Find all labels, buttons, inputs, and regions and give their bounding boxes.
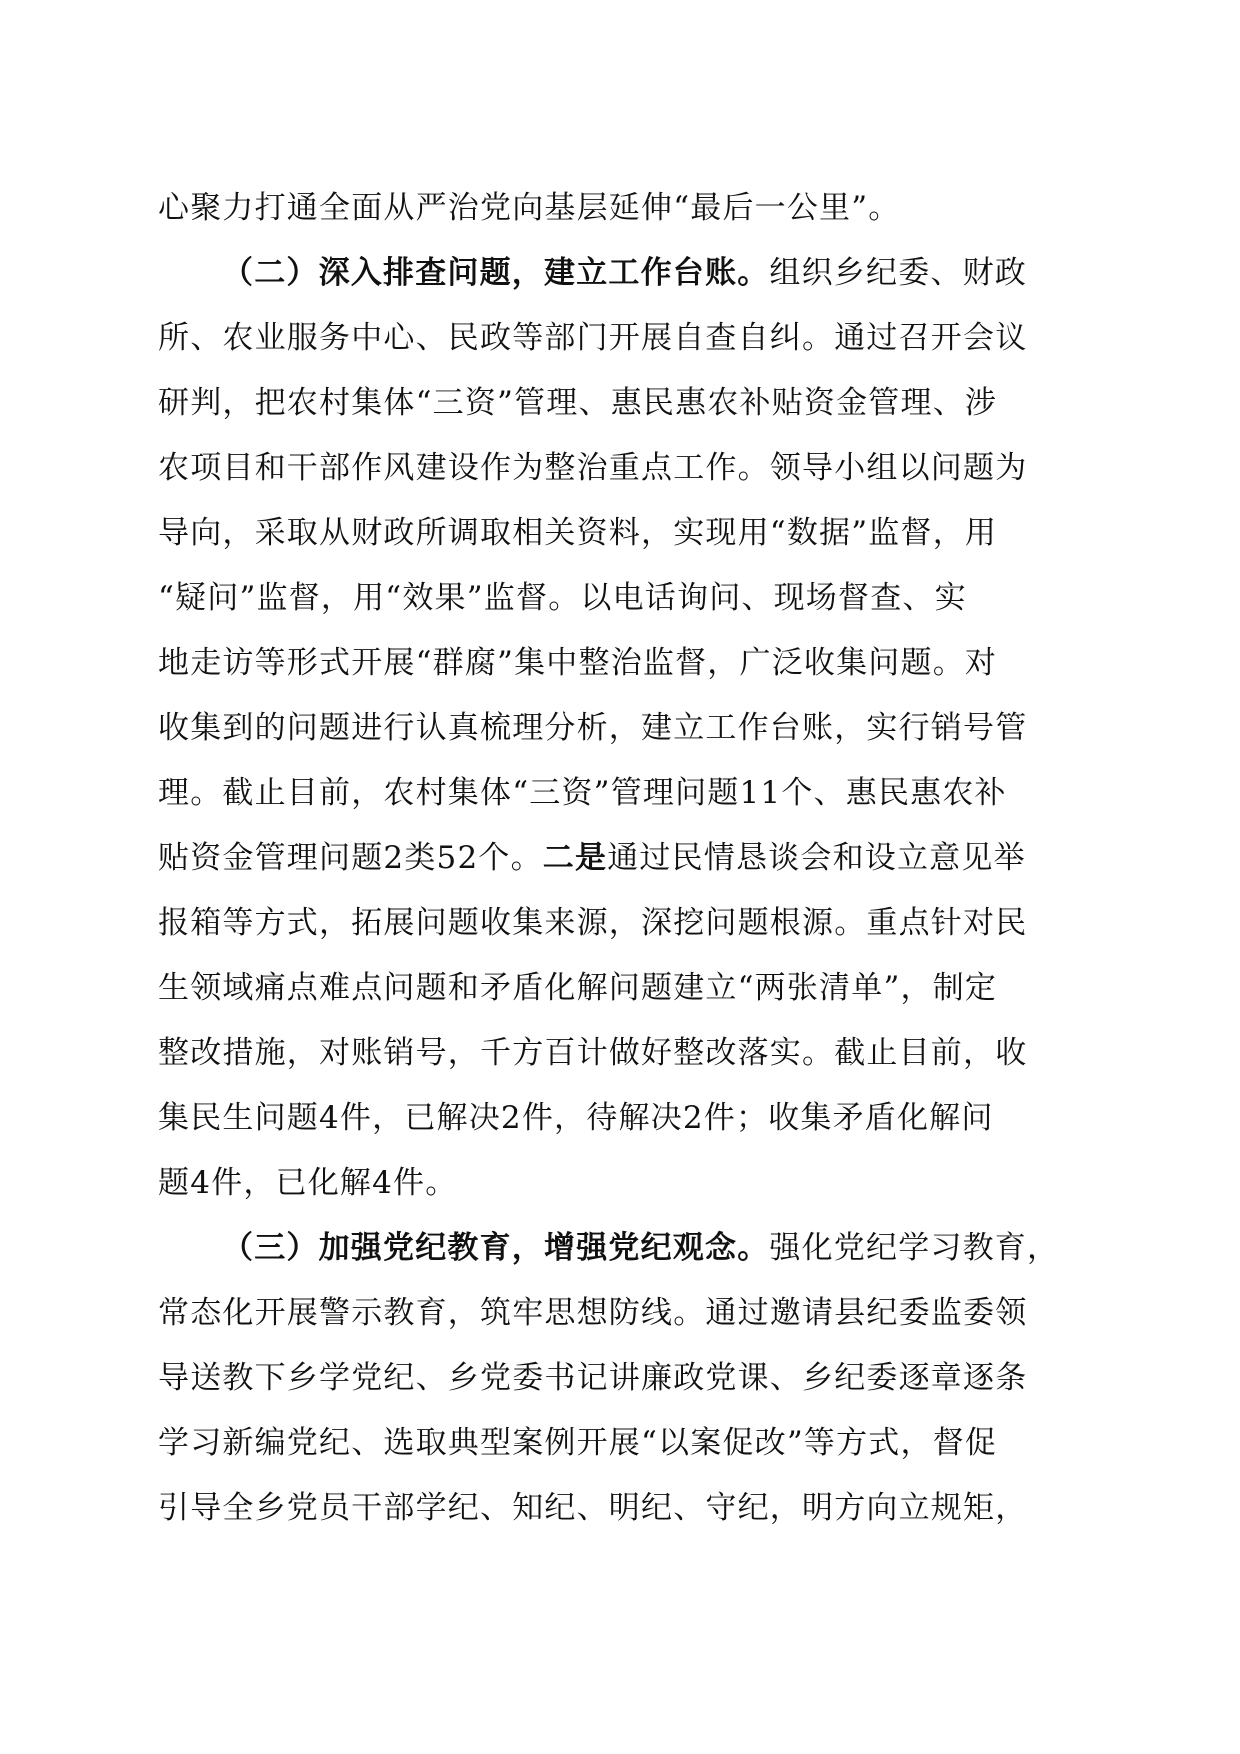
text-line: 生领域痛点难点问题和矛盾化解问题建立“两张清单”，制定: [158, 970, 998, 1006]
text-line: 心聚力打通全面从严治党向基层延伸“最后一公里”。: [158, 190, 901, 226]
text-line: 整改措施，对账销号，千方百计做好整改落实。截止目前，收: [158, 1035, 1028, 1071]
section-heading: （二）深入排查问题，建立工作台账。: [222, 255, 770, 291]
text-segment: 贴资金管理问题2类52个。: [158, 840, 543, 876]
text-line: 理。截止目前，农村集体“三资”管理问题11个、惠民惠农补: [158, 775, 1007, 811]
text-line: 强化党纪学习教育，: [769, 1230, 1060, 1266]
section-heading-line: [158, 1216, 1078, 1281]
emphasis-text: 二是: [542, 840, 608, 876]
text-line: 收集到的问题进行认真梳理分析，建立工作台账，实行销号管: [158, 710, 1028, 746]
text-line: 农项目和干部作风建设作为整治重点工作。领导小组以问题为: [158, 450, 1028, 486]
text-line: 导送教下乡学党纪、乡党委书记讲廉政党课、乡纪委逐章逐条: [158, 1360, 1028, 1396]
text-line: 报箱等方式，拓展问题收集来源，深挖问题根源。重点针对民: [158, 905, 1028, 941]
text-line: 集民生问题4件，已解决2件，待解决2件；收集矛盾化解问: [158, 1100, 994, 1136]
text-line: 引导全乡党员干部学纪、知纪、明纪、守纪，明方向立规矩，: [158, 1490, 1028, 1526]
section-heading: （三）加强党纪教育，增强党纪观念。: [222, 1230, 770, 1266]
paragraph-section-3: [158, 1216, 1078, 1541]
text-line: 学习新编党纪、选取典型案例开展“以案促改”等方式，督促: [158, 1425, 998, 1461]
paragraph-continuation: [158, 176, 1078, 241]
text-line: 组织乡纪委、财政: [769, 255, 1028, 291]
text-line: 所、农业服务中心、民政等部门开展自查自纠。通过召开会议: [158, 320, 1028, 356]
text-line: 常态化开展警示教育，筑牢思想防线。通过邀请县纪委监委领: [158, 1295, 1028, 1331]
text-line-mixed: [158, 826, 1078, 891]
text-line: 研判，把农村集体“三资”管理、惠民惠农补贴资金管理、涉: [158, 385, 998, 421]
document-page: [158, 176, 1078, 1541]
text-segment: 通过民情恳谈会和设立意见举: [607, 840, 1026, 876]
section-heading-line: [158, 241, 1078, 306]
text-line: “疑问”监督，用“效果”监督。以电话询问、现场督查、实: [158, 580, 967, 616]
text-line: 导向，采取从财政所调取相关资料，实现用“数据”监督，用: [158, 515, 998, 551]
paragraph-section-2: [158, 241, 1078, 1216]
text-line: 地走访等形式开展“群腐”集中整治监督，广泛收集问题。对: [158, 645, 998, 681]
text-line: 题4件，已化解4件。: [158, 1165, 458, 1201]
